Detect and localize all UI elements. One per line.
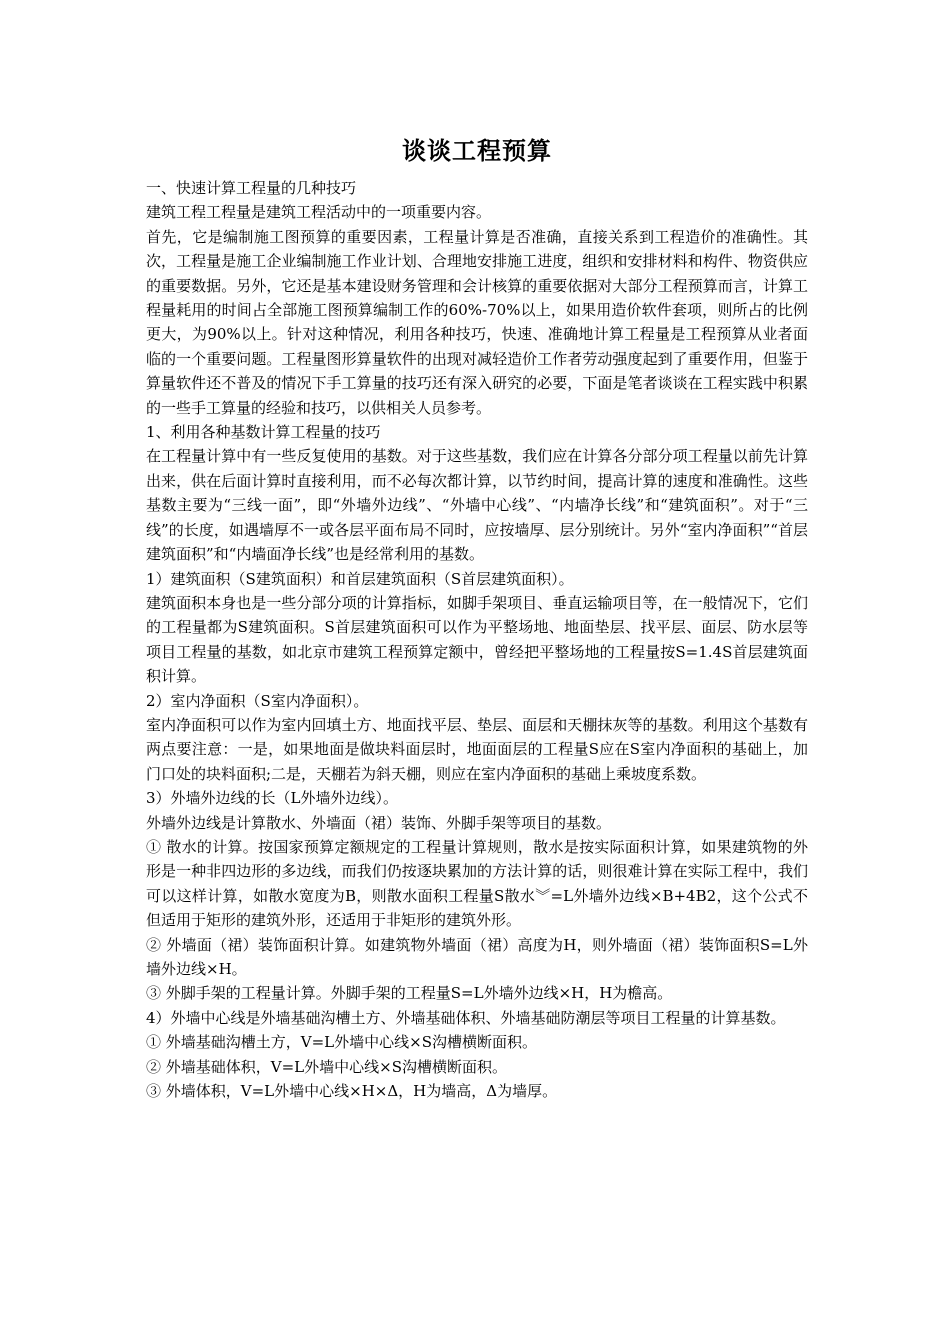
document-title: 谈谈工程预算: [402, 137, 552, 165]
body-paragraph-base-numbers: 在工程量计算中有一些反复使用的基数。对于这些基数，我们应在计算各分部分项工程量以前先计算出来，供在后面计算时直接利用，而不必每次都计算，以节约时间，提高计算的速度和准确性。这些基数主要为“三线一面”，即“外墙外边线”、“外墙中心线”、“内墙净长线”和“建筑面积”。对于“三线”的长度，如遇墙厚不一或各层平面布局不同时，应按墙厚、层分别统计。另外“室内净面积”“首层建筑面积”和“内墙面净长线”也是经常利用的基数。: [146, 447, 808, 564]
list-item-trench: ① 外墙基础沟槽土方，V=L外墙中心线×S沟槽横断面积。: [146, 1033, 537, 1052]
list-item-apron: ① 散水的计算。按国家预算定额规定的工程量计算规则，散水是按实际面积计算，如果建筑物的外形是一种非四边形的多边线，而我们仍按逐块累加的方法计算的话，则很难计算在实际工程中，我们可以这样计算，如散水宽度为B，则散水面积工程量S散水︾=L外墙外边线×B+4B2，这个公式不但适用于矩形的建筑外形，还适用于非矩形的建筑外形。: [146, 837, 808, 930]
body-paragraph-importance: 首先，它是编制施工图预算的重要因素，工程量计算是否准确，直接关系到工程造价的准确性。其次，工程量是施工企业编制施工作业计划、合理地安排施工进度，组织和安排材料和构件、物资供应的重要数据。另外，它还是基本建设财务管理和会计核算的重要依据对大部分工程预算而言，计算工程量耗用的时间占全部施工图预算编制工作的60%-70%以上，如果用造价软件套项，则所占的比例更大，为90%以上。针对这种情况，利用各种技巧，快速、准确地计算工程量是工程预算从业者面临的一个重要问题。工程量图形算量软件的出现对减轻造价工作者劳动强度起到了重要作用，但鉴于算量软件还不普及的情况下手工算量的技巧还有深入研究的必要，下面是笔者谈谈在工程实践中积累的一些手工算量的经验和技巧，以供相关人员参考。: [146, 227, 808, 417]
list-item-wall-volume: ③ 外墙体积，V=L外墙中心线×H×Δ，H为墙高，Δ为墙厚。: [146, 1082, 558, 1101]
body-paragraph-outer-wall-edge: 外墙外边线是计算散水、外墙面（裙）装饰、外脚手架等项目的基数。: [146, 813, 612, 832]
item-heading-outer-wall-edge: 3）外墙外边线的长（L外墙外边线）。: [146, 789, 399, 808]
item-heading-building-area: 1）建筑面积（S建筑面积）和首层建筑面积（S首层建筑面积）。: [146, 569, 574, 588]
item-heading-indoor-area: 2）室内净面积（S室内净面积）。: [146, 691, 369, 710]
document-page: [146, 128, 808, 1103]
intro-paragraph: 建筑工程工程量是建筑工程活动中的一项重要内容。: [146, 203, 492, 222]
section-heading-1: 一、快速计算工程量的几种技巧: [146, 179, 357, 197]
list-item-wall-finish: ② 外墙面（裙）装饰面积计算。如建筑物外墙面（裙）高度为H，则外墙面（裙）装饰面积S=L外墙外边线×H。: [146, 935, 808, 978]
subsection-heading-1: 1、利用各种基数计算工程量的技巧: [146, 423, 381, 442]
list-item-foundation: ② 外墙基础体积，V=L外墙中心线×S沟槽横断面积。: [146, 1057, 507, 1076]
body-paragraph-building-area: 建筑面积本身也是一些分部分项的计算指标，如脚手架项目、垂直运输项目等，在一般情况下，它们的工程量都为S建筑面积。S首层建筑面积可以作为平整场地、地面垫层、找平层、面层、防水层等项目工程量的基数，如北京市建筑工程预算定额中，曾经把平整场地的工程量按S=1.4S首层建筑面积计算。: [146, 593, 808, 686]
item-heading-outer-wall-center: 4）外墙中心线是外墙基础沟槽土方、外墙基础体积、外墙基础防潮层等项目工程量的计算基数。: [146, 1008, 786, 1027]
body-paragraph-indoor-area: 室内净面积可以作为室内回填土方、地面找平层、垫层、面层和天棚抹灰等的基数。利用这个基数有两点要注意：一是，如果地面是做块料面层时，地面面层的工程量S应在S室内净面积的基础上，加门口处的块料面积;二是，天棚若为斜天棚，则应在室内净面积的基础上乘坡度系数。: [146, 715, 808, 783]
list-item-scaffold: ③ 外脚手架的工程量计算。外脚手架的工程量S=L外墙外边线×H，H为檐高。: [146, 984, 673, 1003]
